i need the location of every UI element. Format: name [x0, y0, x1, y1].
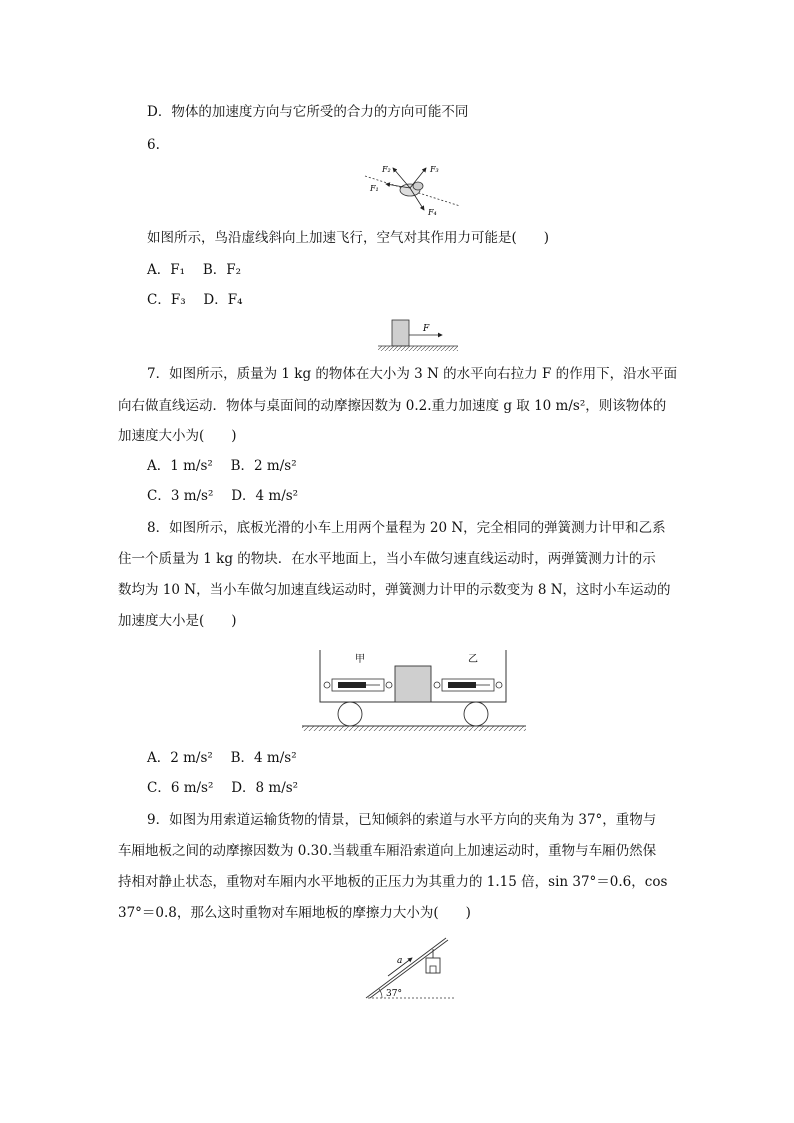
q6-label-f3: F₃ [430, 165, 439, 174]
q6-arrow-f2 [393, 168, 410, 188]
q9-stem-line4: 37°＝0.8，那么这时重物对车厢地板的摩擦力大小为( ) [118, 905, 471, 921]
q6-label-f2: F₂ [382, 165, 391, 174]
q6-options-row2: C．F₃ D．F₄ [147, 292, 243, 308]
q8-spring-scale-left [324, 679, 392, 691]
q6-label-f1: F₁ [370, 184, 379, 193]
q6-label-f4: F₄ [428, 208, 437, 217]
q6-stem: 如图所示，鸟沿虚线斜向上加速飞行，空气对其作用力可能是( ) [147, 230, 550, 246]
q5-option-d: D．物体的加速度方向与它所受的合力的方向可能不同 [147, 104, 469, 120]
q7-stem-line1: 7．如图所示，质量为 1 kg 的物体在大小为 3 N 的水平向右拉力 F 的作用下，沿水平面 [147, 366, 678, 382]
q8-spring-scale-right [434, 679, 502, 691]
q7-block-figure [378, 314, 458, 352]
q8-block [395, 666, 431, 702]
q7-options-row2: C．3 m/s² D．4 m/s² [147, 488, 299, 504]
q9-stem-line2: 车厢地板之间的动摩擦因数为 0.30.当载重车厢沿索道向上加速运动时，重物与车厢仍然保 [118, 843, 657, 859]
q8-stem-line1: 8．如图所示，底板光滑的小车上用两个量程为 20 N，完全相同的弹簧测力计甲和乙系 [147, 520, 666, 536]
q8-options-row2: C．6 m/s² D．8 m/s² [147, 780, 299, 796]
q9-label-angle: 37° [386, 989, 402, 999]
q8-cart-figure [302, 648, 526, 732]
q8-label-right: 乙 [468, 654, 478, 665]
q6-number: 6. [147, 137, 160, 153]
q9-label-a: a [397, 956, 403, 966]
q7-block [392, 320, 409, 346]
q8-label-left: 甲 [355, 654, 365, 665]
q7-options-row1: A．1 m/s² B．2 m/s² [147, 458, 297, 474]
q8-stem-line3: 数均为 10 N，当小车做匀加速直线运动时，弹簧测力计甲的示数变为 8 N，这时小车运动的 [118, 582, 671, 598]
q9-stem-line1: 9．如图为用索道运输货物的情景，已知倾斜的索道与水平方向的夹角为 37°，重物与 [147, 812, 657, 828]
q9-stem-line3: 持相对静止状态，重物对车厢内水平地板的正压力为其重力的 1.15 倍，sin 37°＝0.6，cos [118, 874, 668, 890]
q8-stem-line4: 加速度大小是( ) [118, 613, 237, 629]
q6-bird-figure [360, 158, 465, 218]
q8-wheel-right [464, 702, 488, 726]
q8-wheel-left [338, 702, 362, 726]
q9-cargo [430, 966, 436, 973]
q8-stem-line2: 住一个质量为 1 kg 的物块．在水平地面上，当小车做匀速直线运动时，两弹簧测力计的示 [118, 551, 656, 567]
q9-cableway-figure [362, 936, 458, 1002]
q6-options-row1: A．F₁ B．F₂ [147, 262, 242, 278]
q7-label-f: F [423, 324, 430, 334]
q7-stem-line3: 加速度大小为( ) [118, 428, 237, 444]
q8-options-row1: A．2 m/s² B．4 m/s² [147, 750, 297, 766]
q7-stem-line2: 向右做直线运动．物体与桌面间的动摩擦因数为 0.2.重力加速度 g 取 10 m/s²，则该物体的 [118, 398, 667, 414]
